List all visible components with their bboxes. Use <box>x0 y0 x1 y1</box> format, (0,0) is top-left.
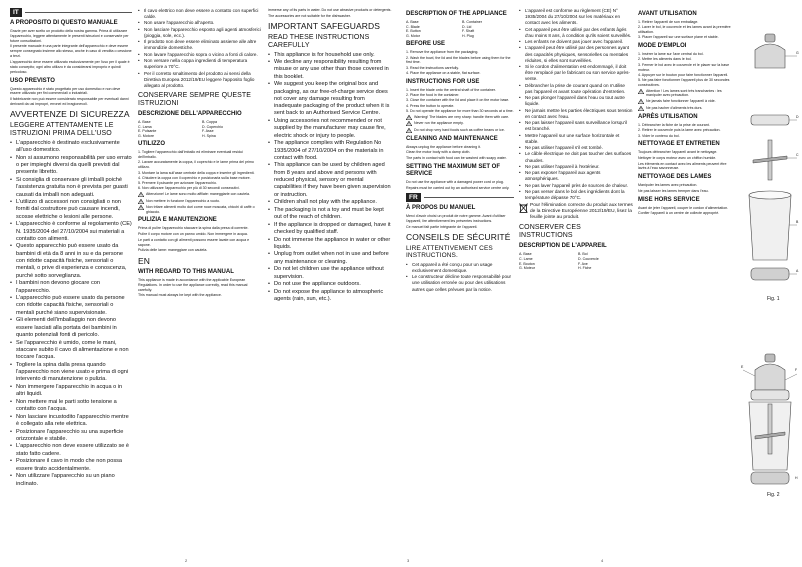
paragraph: Always unplug the appliance before cleaning it. <box>406 144 481 149</box>
list-item: • L'apparecchio è conforme al regolamento (CE) N. 1935/2004 del 27/10/2004 sui materiali a contatto con alimenti. <box>10 221 132 243</box>
warning-note <box>138 192 262 197</box>
bin-icon <box>519 203 528 213</box>
warning-text: Attenzione! Le lame sono molto affilate: maneggiarle con cautela. <box>146 192 251 197</box>
warning-text: Attention ! Les lames sont très tranchantes : les manipuler avec précaution. <box>646 88 722 98</box>
section-title: DESCRIZIONE DELL'APPARECCHIO <box>138 111 242 117</box>
paragraph: Manipuler les lames avec précaution. <box>638 183 698 188</box>
list-item: 3. Close the container with the lid and place it on the motor base. <box>406 98 510 103</box>
section-title: CONSERVARE SEMPRE QUESTE ISTRUZIONI <box>138 92 251 107</box>
list-item: • Si consiglia di conservare gli imballi poiché l'assistenza gratuita non è prevista per guasti causati da imballi non adeguati. <box>10 177 132 199</box>
list-item: 4. Chiudere la coppa con il coperchio e posizionarla sulla base motore. <box>138 175 251 180</box>
list-item: • Non mettere mai le parti sotto tensione a contatto con l'acqua. <box>10 399 132 414</box>
list-item: 3. Read the instructions carefully. <box>406 65 459 70</box>
cleaning-text <box>638 150 734 171</box>
lang-label: FR <box>406 193 421 202</box>
list-item: 3. Vider le contenu du bol. <box>638 133 680 138</box>
section-subtitle: LIRE ATTENTIVEMENT CES INSTRUCTIONS. <box>406 244 493 260</box>
list-item: • The packaging is not a toy and must be kept out of the reach of children. <box>268 207 392 222</box>
warning-icon <box>638 106 644 111</box>
paragraph: Toujours débrancher l'appareil avant le nettoyage. <box>638 150 718 155</box>
warning-note <box>638 89 734 98</box>
list-item: • Togliere la spina dalla presa quando l'apparecchio non viene usato e prima di ogni intervento di manutenzione o pulizia. <box>10 362 132 384</box>
figure-caption: Fig. 2 <box>767 492 780 498</box>
safety-list <box>406 262 514 293</box>
divider <box>424 197 514 198</box>
section-subtitle: LEGGERE ATTENTAMENTE LE ISTRUZIONI PRIMA DELL'USO <box>10 121 114 137</box>
paragraph: Merci d'avoir choisi un produit de notre gamme. Avant d'utiliser l'appareil, lire attentivement les présentes instructions. <box>406 214 506 224</box>
list-item: • Ne pas plonger l'appareil dans l'eau ou tout autre liquide. <box>519 95 633 107</box>
warning-note <box>638 99 734 104</box>
callout-label: F <box>795 368 798 372</box>
warning-text: Never run the appliance empty. <box>414 121 464 126</box>
part-label: G. Motor <box>406 33 420 38</box>
section-title: INSTRUCTIONS FOR USE <box>406 78 480 85</box>
warning-icon <box>406 115 412 120</box>
list-item: • Do not expose the appliance to atmospheric agents (rain, sun, etc.). <box>268 289 392 304</box>
list-item: • Si le cordon d'alimentation est endommagé, il doit être remplacé par le fabricant ou son service après-vente. <box>519 64 633 82</box>
section-title: DESCRIPTION DE L'APPAREIL <box>519 243 607 250</box>
manual-text <box>406 214 514 229</box>
list-item: 2. Mettre les aliments dans le bol. <box>638 57 692 62</box>
safety-list <box>10 140 132 488</box>
part-label: E. Button <box>406 29 421 34</box>
paragraph: The accessories are not suitable for the dishwasher. <box>268 13 351 18</box>
assembled-chopper-illustration <box>741 340 799 510</box>
list-item: 1. Retirer l'appareil de son emballage. <box>638 20 699 24</box>
list-item: • If the appliance is dropped or damaged, have it checked by qualified staff. <box>268 222 392 237</box>
steps-list <box>638 20 734 40</box>
paragraph: Questo apparecchio è stato progettato per uso domestico e non deve essere utilizzato per fini commerciali o industriali. <box>10 86 121 96</box>
section-subtitle: READ THESE INSTRUCTIONS CAREFULLY <box>268 33 370 49</box>
page-number: 2 <box>185 558 188 563</box>
paragraph: Il fabbricante non può essere considerato responsabile per eventuali danni derivanti da usi impropri, erronei ed irragionevoli. <box>10 97 129 106</box>
paragraph: Pulire il corpo motore con un panno umido. Non immergere in acqua. <box>138 232 248 237</box>
list-item: • Do not let children use the appliance without supervision. <box>268 266 392 281</box>
warning-icon <box>406 128 412 133</box>
list-item: • We suggest you keep the original box and packaging, as our free-of-charge service does not cover any damage resulting from inadequate packaging of the product when it is sent back to an Authorised Service Centre. <box>268 81 392 117</box>
disposal-text <box>638 206 734 217</box>
list-item: • Posizionare il cavo in modo che non possa essere tirato accidentalmente. <box>10 458 132 473</box>
section-title: CLEANING AND MAINTENANCE <box>406 135 498 142</box>
list-item: • The appliance complies with Regulation No 1935/2004 of 27/10/2004 on the materials in contact with food. <box>268 140 392 162</box>
part-label: G. Moteur <box>519 266 535 271</box>
list-item: • Cet appareil peut être utilisé par des enfants âgés d'au moins 8 ans, à condition qu'ils soient surveillés. <box>519 27 633 39</box>
intro-text <box>10 29 132 75</box>
warning-text: Non tritare alimenti molto duri come noce moscata, chicchi di caffè o ghiaccio. <box>146 205 255 214</box>
section-title: À PROPOS DU MANUEL <box>406 205 476 212</box>
warning-icon <box>406 121 412 126</box>
list-item: • L'apparecchio non deve essere utilizzato se è stato fatto cadere. <box>10 443 132 458</box>
list-item: 4. Appuyer sur le bouton pour faire fonctionner l'appareil. <box>638 72 729 77</box>
part-label: D. Lid <box>462 24 472 29</box>
list-item: • Ne pas utiliser l'appareil à l'extérieur. <box>519 164 633 170</box>
list-item: 1. Insert the blade onto the central shaft of the container. <box>406 87 496 92</box>
part-label: B. Bol <box>578 252 588 257</box>
list-item: 1. Débrancher la fiche de la prise de courant. <box>638 122 710 127</box>
list-item: • Non versare nella coppa ingredienti di temperatura superiore a 70°C. <box>138 58 262 70</box>
list-item: • L'utilizzo di accessori non consigliati o non forniti dal costruttore può causare incendi, scosse elettriche o lesioni alle persone. <box>10 199 132 221</box>
list-item: 3. Fermer le bol avec le couvercle et le placer sur la base moteur. <box>638 62 730 72</box>
column-it-2 <box>138 8 262 556</box>
paragraph: Avant de jeter l'appareil, couper le cordon d'alimentation. <box>638 205 729 210</box>
list-item: • L'apparecchio è destinato esclusivamente all'uso domestico. <box>10 140 132 155</box>
list-item: • Children shall not play with the appliance. <box>268 199 392 206</box>
section-title: WITH REGARD TO THIS MANUAL <box>138 269 234 276</box>
disposal-note <box>519 203 633 221</box>
chopper-illustration <box>741 20 799 310</box>
column-fr-2 <box>638 8 734 556</box>
section-title: EN <box>138 256 151 267</box>
steps-list <box>406 50 514 75</box>
part-label: B. Container <box>462 20 482 24</box>
warning-text: Ne jamais faire fonctionner l'appareil à vide. <box>646 99 716 104</box>
list-item: • Gli elementi dell'imballaggio non devono essere lasciati alla portata dei bambini in quanto potenziali fonti di pericolo. <box>10 317 132 339</box>
part-label: E. Pulsante <box>138 129 157 134</box>
section-title: BEFORE USE <box>406 41 446 48</box>
callout-label: G <box>796 51 799 55</box>
section-title: NETTOYAGE ET ENTRETIEN <box>638 141 720 148</box>
section-title: UTILIZZO <box>138 141 165 148</box>
list-item: • L'appareil peut être utilisé par des personnes ayant des capacités physiques, sensorielles ou mentales réduites, si elles sont surveillées. <box>519 45 633 63</box>
part-label: H. Spina <box>202 133 216 138</box>
warning-text: Non mettere in funzione l'apparecchio a vuoto. <box>146 198 221 203</box>
part-label: D. Coperchio <box>202 124 223 129</box>
list-item: • Il prodotto non deve essere eliminato assieme alle altre immondizie domestiche. <box>138 39 262 51</box>
callout-label: E <box>741 365 744 369</box>
section-title: USO PREVISTO <box>10 77 55 84</box>
list-item: • Do not immerse the appliance in water or other liquids. <box>268 237 392 252</box>
part-label: F. Shaft <box>462 29 475 34</box>
figure-2 <box>741 340 799 510</box>
paragraph: Do not use the appliance with a damaged power cord or plug. <box>406 179 504 184</box>
paragraph: Prima di pulire l'apparecchio staccare la spina dalla presa di corrente. <box>138 226 249 231</box>
paragraph: Confier l'appareil à un centre de collecte approprié. <box>638 211 720 216</box>
list-item: • Non utilizzare l'apparecchio su un piano inclinato. <box>10 473 132 488</box>
list-item: 2. Wash the bowl, the lid and the blades before using them for the first time. <box>406 55 511 65</box>
list-item: • Using accessories not recommended or not supplied by the manufacturer may cause fire, electric shock or injury to people. <box>268 118 392 140</box>
warning-icon <box>638 89 644 94</box>
uso-text <box>10 87 132 107</box>
paragraph: Repairs must be carried out by an authorised service centre only. <box>406 185 510 190</box>
list-item: • I bambini non devono giocare con l'apparecchio. <box>10 280 132 295</box>
list-item: • This appliance can be used by children aged from 8 years and above and persons with reduced physical, sensory or mental capabilities if they have been given supervision or instruction. <box>268 162 392 198</box>
list-item: 4. Place the appliance on a stable, flat surface. <box>406 71 481 76</box>
steps-list <box>138 150 262 191</box>
list-item: • Ne pas laver l'appareil près de sources de chaleur. <box>519 183 633 189</box>
part-label: A. Base <box>519 252 532 257</box>
paragraph: Il presente manuale è una parte integrante dell'apparecchio e deve essere sempre consegnato insieme allo stesso, anche in caso di vendita o cessione a terzi. <box>10 44 132 59</box>
list-item: 2. Retirer le couvercle puis la lame avec précaution. <box>638 128 721 133</box>
section-title: NETTOYAGE DES LAMES <box>638 174 712 181</box>
warning-text: Warning! The blades are very sharp: handle them with care. <box>414 114 510 119</box>
section-title: AVVERTENZE DI SICUREZZA <box>10 108 130 119</box>
part-label: D. Couvercle <box>578 256 599 261</box>
list-item: • L'appareil est conforme au règlement (CE) N° 1935/2004 du 27/10/2004 sur les matériaux en contact avec les aliments. <box>519 8 633 26</box>
section-title: CONSEILS DE SÉCURITÉ <box>406 231 511 242</box>
parts-list <box>138 120 262 138</box>
callout-label: H <box>795 476 798 480</box>
paragraph: This manual must always be kept with the appliance. <box>138 293 222 298</box>
warning-note <box>406 115 514 120</box>
section-title: A PROPOSITO DI QUESTO MANUALE <box>10 20 118 26</box>
column-en-2 <box>406 8 514 556</box>
warning-note <box>406 128 514 133</box>
callout-label: A <box>796 269 799 273</box>
intro-text <box>268 8 392 19</box>
part-label: B. Coppa <box>202 120 217 124</box>
column-it-1 <box>10 8 132 556</box>
cleaning-text <box>138 226 262 253</box>
blades-text <box>638 183 734 194</box>
list-item: • Non lavare l'apparecchio sopra o vicino a fonti di calore. <box>138 52 262 58</box>
list-item: 1. Remove the appliance from the packaging. <box>406 50 479 55</box>
list-item: • Posizionare l'apparecchio su una superficie orizzontale e stabile. <box>10 429 132 444</box>
paragraph: immerse any of its parts in water. Do not use abrasive products or detergents. <box>268 8 392 12</box>
section-title: AVANT UTILISATION <box>638 11 697 17</box>
warning-icon <box>138 192 144 197</box>
warning-text: Do not chop very hard foods such as coffee beans or ice. <box>414 127 505 132</box>
manual-text <box>138 278 262 298</box>
steps-list <box>638 52 734 88</box>
warning-icon <box>638 99 644 104</box>
safety-list <box>138 8 262 89</box>
section-title: MODE D'EMPLOI <box>638 43 687 50</box>
disposal-text: Pour l'élimination correcte du produit aux termes de la Directive Européenne 2012/19/EU, lisez la feuille jointe au produit. <box>530 203 633 221</box>
list-item: 3. Montare la lama sull'asse centrale della coppa e inserire gli ingredienti. <box>138 170 255 175</box>
part-label: H. Plug <box>462 33 474 38</box>
safety-list <box>519 8 633 201</box>
paragraph: Ne pas laisser les lames tremper dans l'eau. <box>638 188 709 193</box>
paragraph: Pulizia delle lame: maneggiare con cautela. <box>138 248 208 253</box>
steps-list <box>406 88 514 114</box>
list-item: • Le câble électrique ne doit pas toucher des surfaces chaudes. <box>519 151 633 163</box>
column-en-1 <box>268 8 392 556</box>
list-item: 5. Ne pas faire fonctionner l'appareil plus de 30 secondes consécutives. <box>638 78 730 87</box>
paragraph: Le parti a contatto con gli alimenti possono essere lavate con acqua e sapone. <box>138 237 250 247</box>
warning-note <box>406 121 514 126</box>
section-title: PULIZIA E MANUTENZIONE <box>138 217 217 224</box>
page-number: 3 <box>407 558 410 563</box>
lang-header-fr <box>406 193 514 202</box>
part-label: E. Bouton <box>519 261 535 266</box>
list-item: 4. Press the button to operate. <box>406 103 455 108</box>
list-item: 3. Placer l'appareil sur une surface plane et stable. <box>638 35 719 40</box>
safety-list <box>268 52 392 304</box>
list-item: • Unplug from outlet when not in use and before any maintenance or cleaning. <box>268 251 392 266</box>
warning-text: Ne pas hacher d'aliments très durs. <box>646 105 703 110</box>
warning-icon <box>138 205 144 210</box>
callout-label: B <box>796 220 799 224</box>
paragraph: L'apparecchio deve essere utilizzato esclusivamente per l'uso per il quale è stato concepito; ogni altro utilizzo è da considerarsi improprio e quindi pericoloso. <box>10 59 130 74</box>
steps-list <box>638 123 734 138</box>
list-item: • Se l'apparecchio è umido, come le mani, staccare subito il cavo di alimentazione e non toccare l'acqua. <box>10 340 132 362</box>
list-item: 6. Non utilizzare l'apparecchio per più di 30 secondi consecutivi. <box>138 186 240 191</box>
paragraph: Les éléments en contact avec les aliments peuvent être lavés à l'eau savonneuse. <box>638 161 727 171</box>
part-label: C. Blade <box>406 24 420 29</box>
column-fr-1 <box>519 8 633 556</box>
list-item: 5. Do not operate the appliance for more than 30 seconds at a time. <box>406 109 514 114</box>
paragraph: Nettoyer le corps moteur avec un chiffon humide. <box>638 155 717 160</box>
paragraph: Grazie per aver scelto un prodotto della nostra gamma. Prima di utilizzare l'apparecchio, leggere attentamente le presenti istruzioni e conservarle per future consultazioni. <box>10 29 129 43</box>
list-item: • Ne pas exposer l'appareil aux agents atmosphériques. <box>519 170 633 182</box>
list-item: • Ne pas utiliser l'appareil s'il est tombé. <box>519 145 633 151</box>
section-title: SETTING THE MAXIMUM SET OF SERVICE <box>406 163 500 177</box>
part-label: G. Motore <box>138 133 154 138</box>
warning-note <box>638 106 734 111</box>
list-item: • Mettre l'appareil sur une surface horizontale et stable. <box>519 133 633 145</box>
section-title: DESCRIPTION OF THE APPLIANCE <box>406 11 507 17</box>
section-title: IMPORTANT SAFEGUARDS <box>268 20 381 31</box>
lang-header-it <box>10 8 132 17</box>
part-label: A. Base <box>406 20 419 24</box>
part-label: C. Lama <box>138 124 152 129</box>
list-item: 2. Place the food in the container. <box>406 93 460 98</box>
setting-text <box>406 180 514 191</box>
paragraph: Ce manuel fait partie intégrante de l'appareil. <box>406 224 478 229</box>
figure-1 <box>741 20 799 310</box>
callout-label: C <box>796 153 799 157</box>
warning-icon <box>138 199 144 204</box>
list-item: • Non lasciare l'apparecchio esposto agli agenti atmosferici (pioggia, sole, ecc.). <box>138 27 262 39</box>
list-item: 2. Lavare accuratamente la coppa, il coperchio e le lame prima del primo utilizzo. <box>138 160 254 170</box>
list-item: • This appliance is for household use only. <box>268 52 392 59</box>
list-item: 1. Insérer la lame sur l'axe central du bol. <box>638 52 704 57</box>
paragraph: The parts in contact with food can be washed with soapy water. <box>406 156 507 161</box>
list-item: • Le constructeur décline toute responsabilité pour une utilisation erronée ou pour des utilisations autres que celles prévues par la notice. <box>406 274 514 292</box>
list-item: 5. Premere il pulsante per azionare l'apparecchio. <box>138 181 217 186</box>
list-item: 2. Laver le bol, le couvercle et les lames avant la première utilisation. <box>638 25 731 35</box>
list-item: • Questo apparecchio può essere usato da bambini di età da 8 anni in su e da persone con ridotte capacità fisiche, sensoriali o mentali, o prive di esperienza e conoscenza, purché sotto sorveglianza. <box>10 243 132 279</box>
list-item: • Ne pas laisser l'appareil sans surveillance lorsqu'il est branché. <box>519 120 633 132</box>
page-number: 4 <box>601 558 604 563</box>
callout-label: D <box>796 115 799 119</box>
part-label: A. Base <box>138 120 151 124</box>
section-title: CONSERVER CES INSTRUCTIONS <box>519 224 581 240</box>
cleaning-text <box>406 145 514 161</box>
paragraph: Clean the motor body with a damp cloth. <box>406 150 471 155</box>
section-title: MISE HORS SERVICE <box>638 196 700 203</box>
parts-list <box>519 252 633 270</box>
list-item: • Débrancher la prise de courant quand on n'utilise pas l'appareil et avant toute opération d'entretien. <box>519 83 633 95</box>
lang-label: IT <box>10 8 22 17</box>
divider <box>25 12 132 13</box>
parts-list <box>406 20 514 38</box>
list-item: • Les enfants ne doivent pas jouer avec l'appareil. <box>519 39 633 45</box>
part-label: F. Asse <box>202 129 214 134</box>
list-item: • Non usare l'apparecchio all'aperto. <box>138 20 262 26</box>
paragraph: This appliance is made in accordance with the applicable European Regulations. In order to use the appliance correctly, read this manual carefully. <box>138 278 248 292</box>
part-label: C. Lame <box>519 256 533 261</box>
list-item: • L'apparecchio può essere usato da persone con ridotte capacità fisiche, sensoriali o mentali purché siano supervisionate. <box>10 295 132 317</box>
part-label: H. Fiche <box>578 266 592 271</box>
list-item: • Do not use the appliance outdoors. <box>268 281 392 288</box>
list-item: • Cet appareil a été conçu pour un usage exclusivement domestique. <box>406 262 514 274</box>
list-item: 1. Togliere l'apparecchio dall'imballo ed eliminare eventuali residui dell'imballo. <box>138 150 243 160</box>
list-item: • Ne jamais mettre les parties électriques sous tension en contact avec l'eau. <box>519 108 633 120</box>
list-item: • We decline any responsibility resulting from misuse or any use other than those covered in this booklet. <box>268 59 392 81</box>
list-item: • Il cavo elettrico non deve essere a contatto con superfici calde. <box>138 8 262 20</box>
right-page <box>401 0 802 567</box>
warning-note <box>138 205 262 214</box>
list-item: • Ne pas verser dans le bol des ingrédients dont la température dépasse 70°C. <box>519 189 633 201</box>
list-item: • Non lasciare incustodito l'apparecchio mentre è collegato alla rete elettrica. <box>10 414 132 429</box>
part-label: F. Axe <box>578 261 588 266</box>
list-item: • Per il corretto smaltimento del prodotto ai sensi della Direttiva Europea 2012/19/EU leggere l'apposito foglio allegato al prodotto. <box>138 71 262 89</box>
warning-note <box>138 199 262 204</box>
list-item: • Non si assumono responsabilità per uso errato o per impieghi diversi da quelli previsti dal presente libretto. <box>10 155 132 177</box>
list-item: • Non immergere l'apparecchio in acqua o in altri liquidi. <box>10 384 132 399</box>
section-title: APRÈS UTILISATION <box>638 113 698 120</box>
figure-caption: Fig. 1 <box>767 296 780 302</box>
